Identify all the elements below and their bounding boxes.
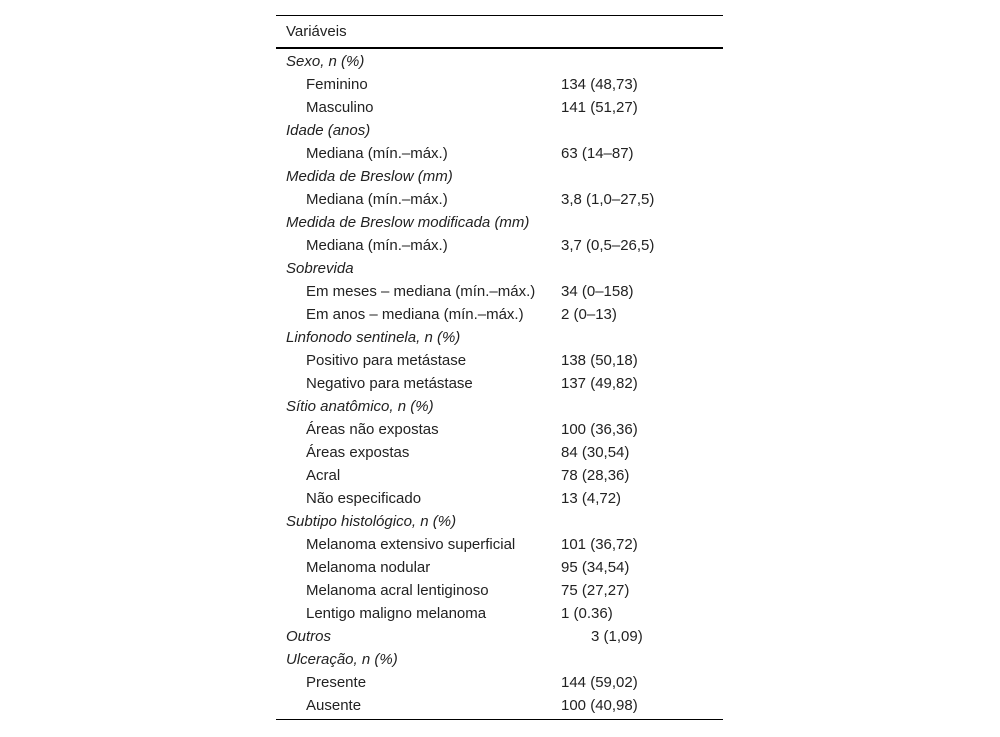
section-label: Idade (anos) xyxy=(286,122,371,139)
row-label: Em meses – mediana (mín.–máx.) xyxy=(306,283,536,300)
row-value: 100 (40,98) xyxy=(561,697,638,714)
table-row xyxy=(276,602,723,625)
table-row xyxy=(276,96,723,119)
table-row xyxy=(276,188,723,211)
table-row xyxy=(276,533,723,556)
row-value: 78 (28,36) xyxy=(561,467,630,484)
table-row xyxy=(276,234,723,257)
table-row xyxy=(276,694,723,717)
row-value: 84 (30,54) xyxy=(561,444,630,461)
row-value: 144 (59,02) xyxy=(561,674,638,691)
row-value: 2 (0–13) xyxy=(561,306,617,323)
row-label: Não especificado xyxy=(306,490,422,507)
section-label: Ulceração, n (%) xyxy=(286,651,398,668)
row-value: 138 (50,18) xyxy=(561,352,638,369)
table-row xyxy=(276,579,723,602)
section-row xyxy=(276,165,723,188)
row-label: Em anos – mediana (mín.–máx.) xyxy=(306,306,524,323)
section-row xyxy=(276,211,723,234)
row-label: Negativo para metástase xyxy=(306,375,473,392)
section-label: Subtipo histológico, n (%) xyxy=(286,513,457,530)
section-label: Outros xyxy=(286,628,332,645)
header-label: Variáveis xyxy=(286,23,347,40)
row-value: 3,7 (0,5–26,5) xyxy=(561,237,655,254)
row-label: Melanoma acral lentiginoso xyxy=(306,582,489,599)
row-label: Mediana (mín.–máx.) xyxy=(306,191,448,208)
section-row xyxy=(276,395,723,418)
row-label: Acral xyxy=(306,467,341,484)
table-body xyxy=(276,49,723,719)
row-label: Feminino xyxy=(306,76,368,93)
data-table xyxy=(276,15,723,720)
row-value: 101 (36,72) xyxy=(561,536,638,553)
table-row xyxy=(276,372,723,395)
row-value: 34 (0–158) xyxy=(561,283,634,300)
section-row xyxy=(276,625,723,648)
row-value: 1 (0.36) xyxy=(561,605,613,622)
row-value: 141 (51,27) xyxy=(561,99,638,116)
row-value: 3 (1,09) xyxy=(591,628,643,645)
section-label: Medida de Breslow (mm) xyxy=(286,168,453,185)
row-value: 134 (48,73) xyxy=(561,76,638,93)
row-label: Melanoma nodular xyxy=(306,559,431,576)
row-value: 3,8 (1,0–27,5) xyxy=(561,191,655,208)
section-label: Sítio anatômico, n (%) xyxy=(286,398,434,415)
table-row xyxy=(276,303,723,326)
table-row xyxy=(276,349,723,372)
table-row xyxy=(276,671,723,694)
row-label: Ausente xyxy=(306,697,362,714)
section-row xyxy=(276,648,723,671)
row-label: Mediana (mín.–máx.) xyxy=(306,237,448,254)
section-label: Sexo, n (%) xyxy=(286,53,365,70)
section-row xyxy=(276,50,723,73)
row-value: 95 (34,54) xyxy=(561,559,630,576)
row-label: Masculino xyxy=(306,99,374,116)
row-label: Áreas não expostas xyxy=(306,421,439,438)
row-value: 63 (14–87) xyxy=(561,145,634,162)
row-label: Melanoma extensivo superficial xyxy=(306,536,516,553)
row-label: Áreas expostas xyxy=(306,444,410,461)
table-row xyxy=(276,556,723,579)
section-row xyxy=(276,326,723,349)
row-value: 13 (4,72) xyxy=(561,490,622,507)
row-label: Mediana (mín.–máx.) xyxy=(306,145,448,162)
row-value: 137 (49,82) xyxy=(561,375,638,392)
row-label: Presente xyxy=(306,674,367,691)
table-row xyxy=(276,441,723,464)
table-row xyxy=(276,487,723,510)
section-row xyxy=(276,257,723,280)
section-row xyxy=(276,119,723,142)
section-label: Medida de Breslow modificada (mm) xyxy=(286,214,530,231)
table-row xyxy=(276,464,723,487)
row-value: 75 (27,27) xyxy=(561,582,630,599)
section-label: Linfonodo sentinela, n (%) xyxy=(286,329,461,346)
row-label: Lentigo maligno melanoma xyxy=(306,605,487,622)
table-row xyxy=(276,418,723,441)
row-label: Positivo para metástase xyxy=(306,352,467,369)
table-bottom-rule xyxy=(276,719,723,720)
table-row xyxy=(276,280,723,303)
table-row xyxy=(276,142,723,165)
table-header xyxy=(276,16,723,47)
section-label: Sobrevida xyxy=(286,260,354,277)
row-value: 100 (36,36) xyxy=(561,421,638,438)
section-row xyxy=(276,510,723,533)
table-row xyxy=(276,73,723,96)
